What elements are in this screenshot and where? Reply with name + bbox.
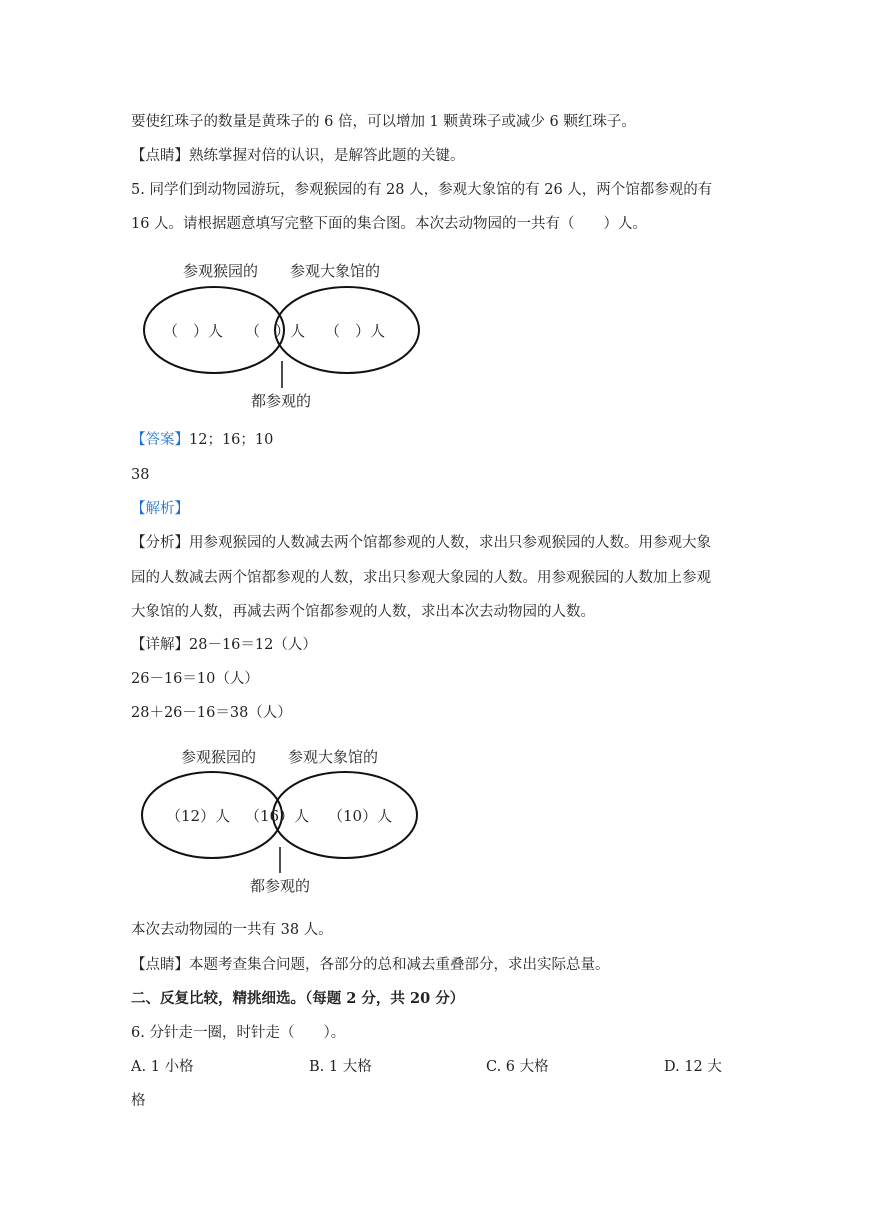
question-5-line-1: 5. 同学们到动物园游玩，参观猴园的有 28 人，参观大象馆的有 26 人，两个馆都参观的有 xyxy=(131,182,713,198)
venn-middle-cell: （ ）人 xyxy=(245,322,306,340)
option-c: C. 6 大格 xyxy=(486,1059,549,1075)
intro-line: 要使红珠子的数量是黄珠子的 6 倍，可以增加 1 颗黄珠子或减少 6 颗红珠子。 xyxy=(131,114,636,130)
question-6-stem: 6. 分针走一圈，时针走（ ）。 xyxy=(131,1025,346,1041)
option-b: B. 1 大格 xyxy=(309,1059,372,1075)
analysis-heading: 【解析】 xyxy=(131,501,189,517)
tip-tag: 【点睛】 xyxy=(131,957,189,973)
venn-diagram-filled xyxy=(133,741,433,901)
section-2-heading: 二、反复比较，精挑细选。（每题 2 分，共 20 分） xyxy=(131,990,465,1007)
answer-text: 12；16；10 xyxy=(189,432,274,448)
option-d-wrap: 格 xyxy=(131,1093,146,1109)
answer-line-2: 38 xyxy=(131,467,150,483)
venn-right-label: 参观大象馆的 xyxy=(290,262,381,280)
answer-tag: 【答案】 xyxy=(131,432,189,448)
analysis-line-3: 大象馆的人数，再减去两个馆都参观的人数，求出本次去动物园的人数。 xyxy=(131,604,595,620)
detail-eq-2: 26－16＝10（人） xyxy=(131,671,259,687)
tip-text: 熟练掌握对倍的认识，是解答此题的关键。 xyxy=(189,148,465,164)
venn-left-label: 参观猴园的 xyxy=(181,748,257,766)
venn-left-cell: （12）人 xyxy=(166,807,231,825)
venn-right-label: 参观大象馆的 xyxy=(288,748,379,766)
analysis-text-1: 用参观猴园的人数减去两个馆都参观的人数，求出只参观猴园的人数。用参观大象 xyxy=(189,535,711,551)
option-d: D. 12 大 xyxy=(664,1059,722,1075)
venn-middle-cell: （16）人 xyxy=(245,807,310,825)
analysis-line-2: 园的人数减去两个馆都参观的人数，求出只参观大象园的人数。用参观猴园的人数加上参观 xyxy=(131,570,711,586)
venn-right-cell: （10）人 xyxy=(328,807,393,825)
venn-right-cell: （ ）人 xyxy=(325,322,386,340)
venn-left-label: 参观猴园的 xyxy=(183,262,259,280)
venn-diagram-blank xyxy=(135,255,435,415)
venn-left-cell: （ ）人 xyxy=(163,322,224,340)
analysis-tag: 【分析】 xyxy=(131,535,189,551)
venn-bottom-label: 都参观的 xyxy=(250,877,311,895)
tip-2 xyxy=(131,955,610,975)
detail-eq-3: 28＋26－16＝38（人） xyxy=(131,705,292,721)
analysis-line-1 xyxy=(131,533,711,553)
detail-eq-1: 28－16＝12（人） xyxy=(189,637,317,653)
answer xyxy=(131,430,273,450)
conclusion: 本次去动物园的一共有 38 人。 xyxy=(131,922,333,938)
tip-1 xyxy=(131,146,465,166)
tip-text: 本题考查集合问题，各部分的总和减去重叠部分，求出实际总量。 xyxy=(189,957,610,973)
venn-bottom-label: 都参观的 xyxy=(251,392,312,410)
detail-line-1 xyxy=(131,635,317,655)
question-5-line-2: 16 人。请根据题意填写完整下面的集合图。本次去动物园的一共有（ ）人。 xyxy=(131,216,648,232)
detail-tag: 【详解】 xyxy=(131,637,189,653)
tip-tag: 【点睛】 xyxy=(131,148,189,164)
option-a: A. 1 小格 xyxy=(131,1059,194,1075)
